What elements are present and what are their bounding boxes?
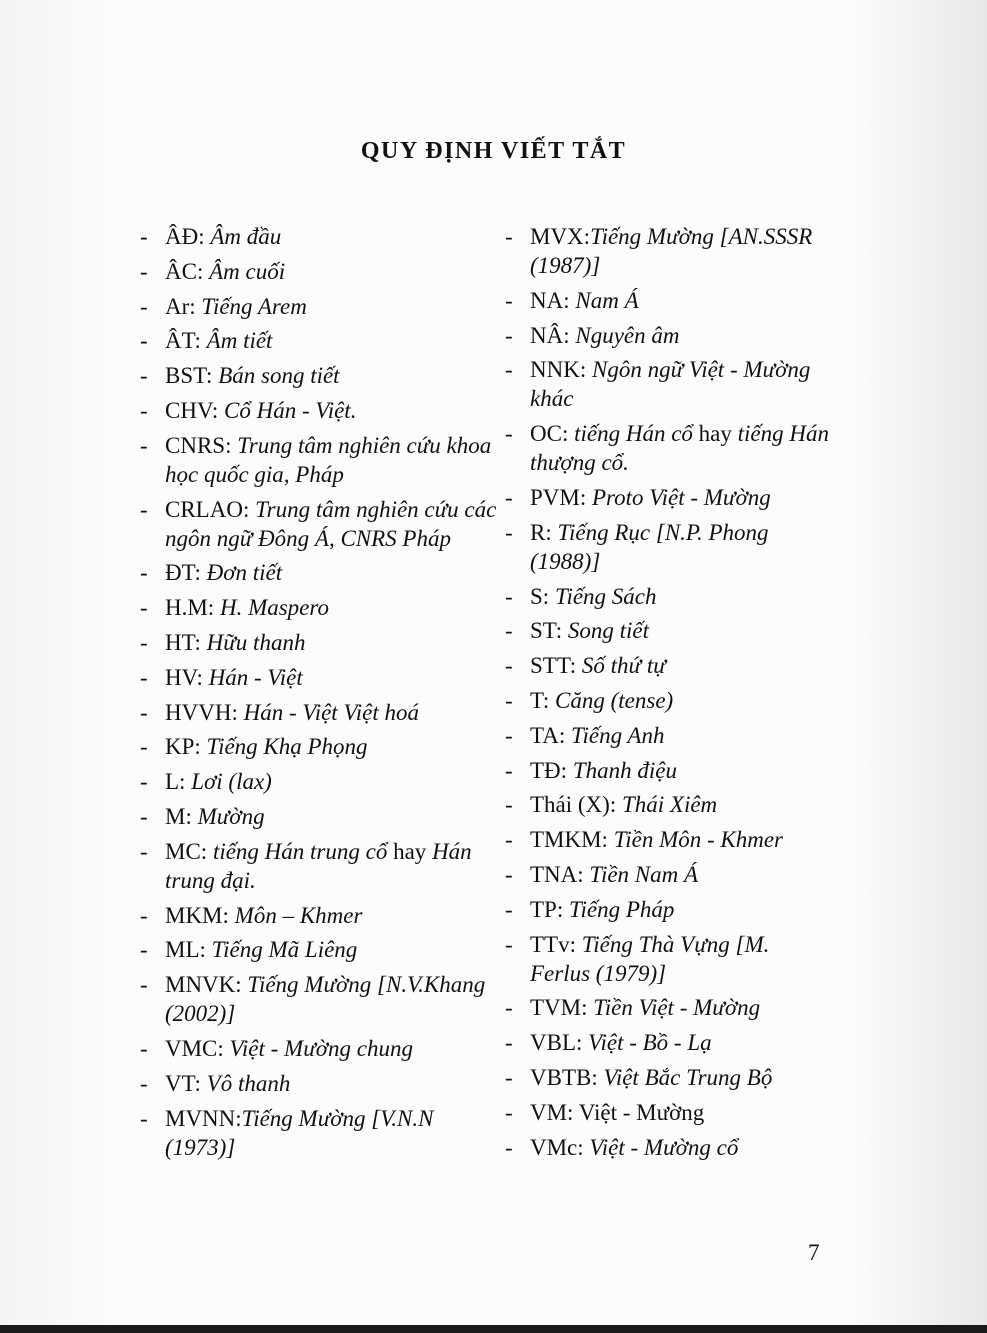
abbreviation-entry [140, 837, 500, 895]
entry-definition: Thái Xiêm [621, 792, 718, 818]
entry-definition: Tiếng Mã Liêng [211, 937, 358, 963]
entry-dash: - [505, 357, 513, 383]
abbreviation-entry [140, 1034, 500, 1063]
entry-abbreviation: HT: [165, 629, 207, 655]
entry-definition: Song tiết [567, 618, 649, 644]
entry-abbreviation: ST: [530, 618, 568, 644]
abbreviation-entry [140, 732, 500, 761]
entry-definition: Tiếng Anh [570, 722, 665, 748]
entry-connector: hay [387, 838, 433, 864]
entry-dash: - [140, 397, 148, 423]
entry-dash: - [140, 629, 148, 655]
entry-definition-alt: Hán trung đại. [165, 838, 472, 893]
entry-dash: - [505, 583, 513, 609]
abbreviation-entry [140, 1104, 500, 1162]
entry-definition: Âm tiết [206, 328, 273, 354]
entry-abbreviation: TNA: [530, 861, 590, 887]
abbreviation-entry [505, 321, 835, 350]
entry-definition: Căng (tense) [555, 687, 674, 713]
abbreviation-entry [505, 860, 835, 889]
abbreviation-list-right [505, 222, 835, 1167]
entry-dash: - [140, 769, 148, 795]
entry-abbreviation: MVNN: [165, 1105, 242, 1131]
entry-dash: - [505, 421, 513, 447]
entry-dash: - [505, 1030, 513, 1056]
entry-abbreviation: HVVH: [165, 699, 244, 725]
abbreviation-entry [140, 935, 500, 964]
abbreviation-entry [505, 355, 835, 413]
entry-definition: Nam Á [575, 287, 639, 313]
entry-abbreviation: NA: [530, 287, 576, 313]
entry-definition: Bán song tiết [218, 363, 340, 389]
entry-dash: - [505, 653, 513, 679]
entry-dash: - [505, 896, 513, 922]
abbreviation-entry [505, 1133, 835, 1162]
page-shadow-right [847, 0, 987, 1333]
entry-abbreviation: CNRS: [165, 432, 238, 458]
abbreviation-entry [505, 286, 835, 315]
entry-definition: Trung tâm nghiên cứu các ngôn ngữ Đông Á, CNRS Pháp [165, 496, 497, 551]
entry-dash: - [140, 258, 148, 284]
abbreviation-entry [505, 825, 835, 854]
entry-dash: - [505, 618, 513, 644]
entry-definition: Việt Bắc Trung Bộ [603, 1064, 773, 1090]
abbreviation-entry [505, 721, 835, 750]
abbreviation-entry [505, 895, 835, 924]
entry-definition: Việt - Mường cổ [589, 1134, 739, 1160]
abbreviation-list-left [140, 222, 500, 1167]
entry-abbreviation: VMc: [530, 1134, 590, 1160]
entry-abbreviation: STT: [530, 653, 582, 679]
abbreviation-entry [140, 257, 500, 286]
entry-definition: Tiếng Sách [554, 583, 657, 609]
entry-dash: - [505, 484, 513, 510]
entry-dash: - [505, 995, 513, 1021]
entry-abbreviation: VM: Việt - Mường [530, 1099, 705, 1125]
entry-dash: - [140, 328, 148, 354]
entry-abbreviation: NÂ: [530, 322, 576, 348]
entry-definition: Thanh điệu [572, 757, 677, 783]
entry-definition: Số thứ tự [581, 653, 666, 679]
abbreviation-entry [505, 756, 835, 785]
entry-abbreviation: OC: [530, 421, 575, 447]
entry-dash: - [140, 838, 148, 864]
abbreviation-entry [505, 790, 835, 819]
abbreviation-entry [505, 930, 835, 988]
entry-dash: - [140, 699, 148, 725]
page-number: 7 [808, 1240, 820, 1265]
abbreviation-entry [140, 802, 500, 831]
entry-dash: - [140, 1035, 148, 1061]
entry-dash: - [140, 937, 148, 963]
entry-abbreviation: Thái (X): [530, 792, 622, 818]
entry-definition: Tiếng Mường [N.V.Khang (2002)] [165, 972, 486, 1027]
entry-abbreviation: VBTB: [530, 1064, 604, 1090]
entry-abbreviation: BST: [165, 363, 219, 389]
abbreviation-entry [505, 616, 835, 645]
abbreviation-entry [505, 651, 835, 680]
entry-abbreviation: S: [530, 583, 555, 609]
entry-abbreviation: CHV: [165, 397, 224, 423]
entry-abbreviation: MC: [165, 838, 213, 864]
abbreviation-entry [505, 1098, 835, 1127]
entry-abbreviation: NNK: [530, 357, 592, 383]
entry-abbreviation: VBL: [530, 1030, 589, 1056]
entry-abbreviation: VT: [165, 1070, 207, 1096]
entry-definition: Tiếng Rục [N.P. Phong (1988)] [530, 519, 769, 574]
abbreviation-entry [505, 518, 835, 576]
entry-dash: - [140, 1070, 148, 1096]
entry-dash: - [505, 224, 513, 249]
entry-definition: Mường [197, 803, 265, 829]
entry-definition: Lơi (lax) [191, 769, 272, 795]
entry-definition: Tiếng Thà Vựng [M. Ferlus (1979)] [530, 931, 770, 986]
entry-definition: Tiếng Mường [V.N.N (1973)] [165, 1105, 434, 1160]
entry-abbreviation: T: [530, 687, 556, 713]
abbreviation-entry [140, 901, 500, 930]
abbreviation-entry [505, 1028, 835, 1057]
abbreviation-entry [140, 495, 500, 553]
entry-abbreviation: TTv: [530, 931, 582, 957]
page-title: QUY ĐỊNH VIẾT TẮT [360, 138, 627, 164]
entry-definition: Tiền Môn - Khmer [613, 827, 784, 853]
entry-dash: - [140, 363, 148, 389]
abbreviation-entry [505, 222, 835, 280]
entry-abbreviation: H.M: [165, 595, 220, 621]
entry-definition: Ngôn ngữ Việt - Mường khác [530, 357, 811, 412]
abbreviation-entry [505, 483, 835, 512]
entry-definition: Đơn tiết [206, 560, 283, 586]
entry-definition: tiếng Hán cổ [574, 421, 693, 447]
entry-dash: - [140, 803, 148, 829]
abbreviation-entry [140, 558, 500, 587]
abbreviation-entry [140, 970, 500, 1028]
entry-dash: - [505, 1099, 513, 1125]
entry-definition: Tiền Việt - Mường [593, 995, 761, 1021]
entry-abbreviation: ÂT: [165, 328, 207, 354]
entry-abbreviation: ÂC: [165, 258, 210, 284]
entry-dash: - [140, 560, 148, 586]
entry-abbreviation: TĐ: [530, 757, 573, 783]
abbreviation-entry [140, 326, 500, 355]
abbreviation-entry [140, 396, 500, 425]
entry-abbreviation: TMKM: [530, 827, 614, 853]
entry-definition-alt: tiếng Hán thượng cổ. [530, 421, 829, 476]
entry-definition: Âm cuối [209, 258, 286, 284]
entry-abbreviation: MKM: [165, 902, 235, 928]
entry-dash: - [140, 595, 148, 621]
entry-definition: Tiếng Mường [AN.SSSR (1987)] [530, 224, 813, 278]
entry-abbreviation: VMC: [165, 1035, 230, 1061]
entry-definition: tiếng Hán trung cổ [212, 838, 388, 864]
entry-definition: Việt - Mường chung [229, 1035, 413, 1061]
abbreviation-entry [140, 593, 500, 622]
entry-dash: - [505, 722, 513, 748]
entry-definition: Proto Việt - Mường [592, 484, 771, 510]
entry-definition: Tiếng Khạ Phọng [206, 734, 368, 760]
entry-dash: - [505, 861, 513, 887]
entry-dash: - [140, 902, 148, 928]
entry-definition: Môn – Khmer [234, 902, 363, 928]
entry-dash: - [140, 432, 148, 458]
entry-dash: - [140, 293, 148, 319]
entry-dash: - [505, 931, 513, 957]
abbreviation-entry [140, 222, 500, 251]
entry-abbreviation: MVX: [530, 224, 591, 249]
entry-abbreviation: TVM: [530, 995, 594, 1021]
entry-definition: Việt - Bồ - Lạ [588, 1030, 712, 1056]
abbreviation-entry [140, 663, 500, 692]
entry-dash: - [505, 519, 513, 545]
abbreviation-entry [505, 686, 835, 715]
entry-abbreviation: MNVK: [165, 972, 248, 998]
entry-dash: - [505, 757, 513, 783]
entry-abbreviation: L: [165, 769, 192, 795]
entry-dash: - [505, 1064, 513, 1090]
entry-dash: - [505, 1134, 513, 1160]
entry-dash: - [505, 287, 513, 313]
entry-connector: hay [692, 421, 738, 447]
abbreviation-entry [505, 419, 835, 477]
abbreviation-entry [505, 582, 835, 611]
page-shadow-left [0, 0, 120, 1333]
abbreviation-entry [140, 361, 500, 390]
entry-abbreviation: Ar: [165, 293, 202, 319]
abbreviation-entry [140, 628, 500, 657]
entry-dash: - [505, 792, 513, 818]
entry-definition: Nguyên âm [575, 322, 680, 348]
entry-abbreviation: PVM: [530, 484, 592, 510]
abbreviation-entry [505, 993, 835, 1022]
entry-definition: Tiếng Arem [201, 293, 307, 319]
entry-definition: Tiền Nam Á [589, 861, 699, 887]
entry-dash: - [505, 687, 513, 713]
scan-bottom-edge [0, 1325, 987, 1333]
entry-definition: Cổ Hán - Việt. [224, 397, 357, 423]
abbreviation-entry [140, 767, 500, 796]
entry-abbreviation: TP: [530, 896, 569, 922]
entry-dash: - [140, 224, 148, 249]
entry-definition: Hán - Việt Việt hoá [243, 699, 420, 725]
entry-abbreviation: R: [530, 519, 558, 545]
entry-abbreviation: ML: [165, 937, 212, 963]
entry-abbreviation: ĐT: [165, 560, 207, 586]
entry-definition: H. Maspero [219, 595, 329, 621]
abbreviation-entry [140, 292, 500, 321]
entry-dash: - [140, 496, 148, 522]
entry-definition: Tiếng Pháp [568, 896, 675, 922]
entry-definition: Hán - Việt [208, 664, 303, 690]
entry-definition: Vô thanh [206, 1070, 291, 1096]
entry-dash: - [140, 664, 148, 690]
abbreviation-entry [140, 1069, 500, 1098]
entry-dash: - [140, 734, 148, 760]
abbreviation-entry [140, 698, 500, 727]
entry-dash: - [505, 827, 513, 853]
entry-definition: Trung tâm nghiên cứu khoa học quốc gia, Pháp [165, 432, 492, 487]
abbreviation-entry [505, 1063, 835, 1092]
entry-dash: - [140, 972, 148, 998]
entry-abbreviation: CRLAO: [165, 496, 256, 522]
entry-dash: - [505, 322, 513, 348]
entry-abbreviation: TA: [530, 722, 571, 748]
abbreviation-entry [140, 431, 500, 489]
entry-abbreviation: HV: [165, 664, 209, 690]
entry-definition: Âm đầu [210, 224, 282, 249]
entry-abbreviation: ÂĐ: [165, 224, 211, 249]
entry-abbreviation: KP: [165, 734, 207, 760]
entry-dash: - [140, 1105, 148, 1131]
entry-definition: Hữu thanh [206, 629, 306, 655]
entry-abbreviation: M: [165, 803, 198, 829]
